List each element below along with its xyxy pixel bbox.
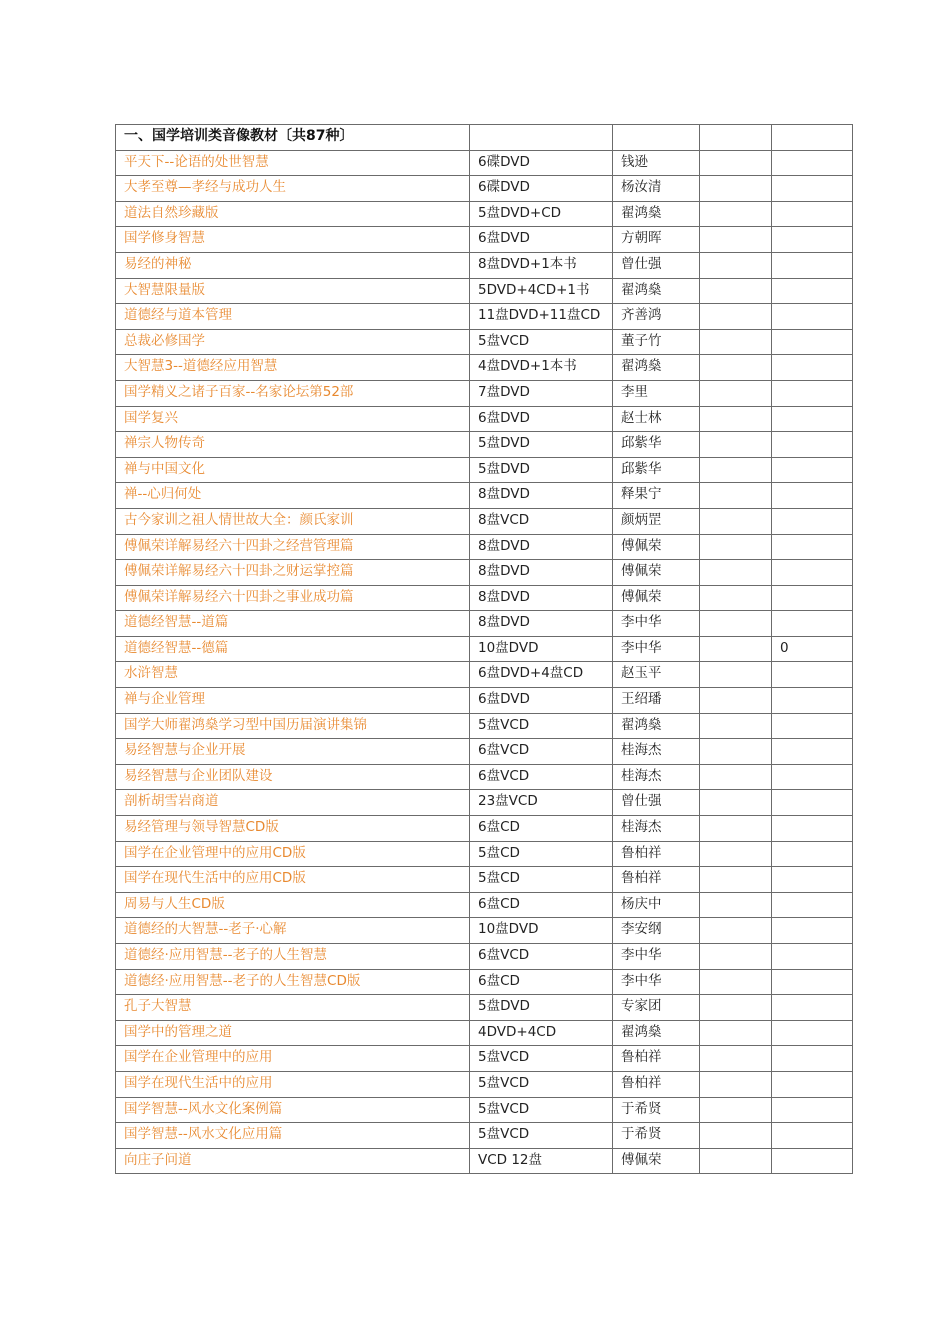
table-row <box>116 1123 853 1149</box>
item-empty <box>700 790 772 816</box>
item-media: 10盘DVD <box>470 636 613 662</box>
item-media: 6盘DVD <box>470 688 613 714</box>
item-author: 翟鸿燊 <box>613 713 700 739</box>
item-media: 5盘VCD <box>470 1097 613 1123</box>
item-media: 6碟DVD <box>470 176 613 202</box>
table-row <box>116 380 853 406</box>
item-empty <box>700 432 772 458</box>
item-media: 5盘DVD <box>470 457 613 483</box>
item-author: 赵士林 <box>613 406 700 432</box>
item-extra <box>772 176 853 202</box>
item-empty <box>700 1148 772 1174</box>
item-empty <box>700 1071 772 1097</box>
item-media: 6盘VCD <box>470 944 613 970</box>
item-extra <box>772 150 853 176</box>
item-extra <box>772 560 853 586</box>
item-extra <box>772 867 853 893</box>
item-empty <box>700 892 772 918</box>
item-empty <box>700 816 772 842</box>
item-author: 曾仕强 <box>613 252 700 278</box>
table-row <box>116 278 853 304</box>
item-media: 5盘DVD <box>470 432 613 458</box>
item-extra <box>772 201 853 227</box>
item-empty <box>700 867 772 893</box>
item-author: 李中华 <box>613 944 700 970</box>
item-empty <box>700 995 772 1021</box>
item-empty <box>700 636 772 662</box>
item-media: 8盘VCD <box>470 508 613 534</box>
item-media: 4盘DVD+1本书 <box>470 355 613 381</box>
table-row <box>116 176 853 202</box>
item-title: 国学智慧--风水文化案例篇 <box>116 1097 470 1123</box>
item-title: 易经智慧与企业开展 <box>116 739 470 765</box>
item-empty <box>700 969 772 995</box>
item-author: 杨汝清 <box>613 176 700 202</box>
item-title: 傅佩荣详解易经六十四卦之财运掌控篇 <box>116 560 470 586</box>
table-row <box>116 867 853 893</box>
section-header-row <box>116 125 853 151</box>
table-row <box>116 432 853 458</box>
item-title: 道德经·应用智慧--老子的人生智慧 <box>116 944 470 970</box>
table-row <box>116 688 853 714</box>
table-row <box>116 816 853 842</box>
item-author: 李中华 <box>613 969 700 995</box>
item-title: 国学智慧--风水文化应用篇 <box>116 1123 470 1149</box>
item-empty <box>700 483 772 509</box>
item-title: 道德经智慧--德篇 <box>116 636 470 662</box>
item-title: 总裁必修国学 <box>116 329 470 355</box>
item-author: 李里 <box>613 380 700 406</box>
item-title: 易经管理与领导智慧CD版 <box>116 816 470 842</box>
table-row <box>116 1071 853 1097</box>
item-title: 水浒智慧 <box>116 662 470 688</box>
item-extra <box>772 662 853 688</box>
item-author: 傅佩荣 <box>613 534 700 560</box>
item-extra <box>772 892 853 918</box>
item-extra <box>772 1046 853 1072</box>
item-author: 李中华 <box>613 611 700 637</box>
item-title: 平天下--论语的处世智慧 <box>116 150 470 176</box>
item-extra <box>772 995 853 1021</box>
item-empty <box>700 944 772 970</box>
item-title: 禅与企业管理 <box>116 688 470 714</box>
item-title: 禅--心归何处 <box>116 483 470 509</box>
item-author: 邱紫华 <box>613 457 700 483</box>
item-media: 6盘DVD <box>470 227 613 253</box>
item-author: 翟鸿燊 <box>613 278 700 304</box>
item-title: 禅宗人物传奇 <box>116 432 470 458</box>
item-author: 鲁柏祥 <box>613 841 700 867</box>
item-extra <box>772 534 853 560</box>
item-title: 国学在企业管理中的应用CD版 <box>116 841 470 867</box>
catalog-table <box>115 124 853 1174</box>
item-author: 赵玉平 <box>613 662 700 688</box>
item-author: 傅佩荣 <box>613 1148 700 1174</box>
item-empty <box>700 611 772 637</box>
item-media: 7盘DVD <box>470 380 613 406</box>
item-title: 剖析胡雪岩商道 <box>116 790 470 816</box>
item-empty <box>700 457 772 483</box>
table-row <box>116 483 853 509</box>
item-empty <box>700 329 772 355</box>
item-author: 翟鸿燊 <box>613 1020 700 1046</box>
item-author: 齐善鸿 <box>613 304 700 330</box>
item-title: 大智慧限量版 <box>116 278 470 304</box>
item-empty <box>700 1097 772 1123</box>
item-extra <box>772 252 853 278</box>
item-title: 国学中的管理之道 <box>116 1020 470 1046</box>
item-author: 桂海杰 <box>613 739 700 765</box>
item-title: 国学修身智慧 <box>116 227 470 253</box>
table-row <box>116 201 853 227</box>
item-empty <box>700 355 772 381</box>
item-media: 5盘DVD+CD <box>470 201 613 227</box>
table-row <box>116 252 853 278</box>
item-extra <box>772 1123 853 1149</box>
item-empty <box>700 560 772 586</box>
item-media: 8盘DVD+1本书 <box>470 252 613 278</box>
item-author: 专家团 <box>613 995 700 1021</box>
item-media: 6盘VCD <box>470 764 613 790</box>
item-media: 5盘VCD <box>470 1046 613 1072</box>
item-author: 鲁柏祥 <box>613 867 700 893</box>
item-extra <box>772 764 853 790</box>
table-row <box>116 892 853 918</box>
table-row <box>116 713 853 739</box>
item-title: 道德经智慧--道篇 <box>116 611 470 637</box>
item-author: 李中华 <box>613 636 700 662</box>
item-author: 钱逊 <box>613 150 700 176</box>
table-row <box>116 636 853 662</box>
item-title: 禅与中国文化 <box>116 457 470 483</box>
item-extra <box>772 790 853 816</box>
table-row <box>116 585 853 611</box>
item-media: 6盘DVD <box>470 406 613 432</box>
item-extra <box>772 841 853 867</box>
item-extra: 0 <box>772 636 853 662</box>
item-author: 傅佩荣 <box>613 585 700 611</box>
item-title: 国学在现代生活中的应用 <box>116 1071 470 1097</box>
table-row <box>116 841 853 867</box>
item-media: 6盘VCD <box>470 739 613 765</box>
table-row <box>116 995 853 1021</box>
section-header: 一、国学培训类音像教材〔共87种〕 <box>116 125 470 151</box>
item-title: 国学在企业管理中的应用 <box>116 1046 470 1072</box>
item-author: 颜炳罡 <box>613 508 700 534</box>
item-extra <box>772 483 853 509</box>
item-empty <box>700 406 772 432</box>
item-empty <box>700 1123 772 1149</box>
item-author: 翟鸿燊 <box>613 355 700 381</box>
table-row <box>116 944 853 970</box>
item-title: 易经的神秘 <box>116 252 470 278</box>
item-empty <box>700 278 772 304</box>
item-author: 翟鸿燊 <box>613 201 700 227</box>
item-title: 大智慧3--道德经应用智慧 <box>116 355 470 381</box>
table-row <box>116 790 853 816</box>
item-empty <box>700 713 772 739</box>
item-extra <box>772 432 853 458</box>
item-author: 桂海杰 <box>613 764 700 790</box>
item-empty <box>700 662 772 688</box>
item-media: 5盘VCD <box>470 1123 613 1149</box>
item-media: 5盘DVD <box>470 995 613 1021</box>
item-empty <box>700 508 772 534</box>
item-extra <box>772 585 853 611</box>
item-empty <box>700 150 772 176</box>
header-empty-cell <box>470 125 613 151</box>
item-empty <box>700 585 772 611</box>
item-empty <box>700 918 772 944</box>
table-row <box>116 534 853 560</box>
item-media: 5盘VCD <box>470 713 613 739</box>
item-author: 于希贤 <box>613 1123 700 1149</box>
table-row <box>116 739 853 765</box>
item-empty <box>700 201 772 227</box>
item-extra <box>772 406 853 432</box>
item-empty <box>700 739 772 765</box>
item-title: 道德经·应用智慧--老子的人生智慧CD版 <box>116 969 470 995</box>
item-author: 董子竹 <box>613 329 700 355</box>
item-media: 6盘CD <box>470 969 613 995</box>
table-row <box>116 150 853 176</box>
table-row <box>116 329 853 355</box>
item-title: 傅佩荣详解易经六十四卦之经营管理篇 <box>116 534 470 560</box>
table-row <box>116 560 853 586</box>
item-media: 5盘CD <box>470 841 613 867</box>
item-empty <box>700 304 772 330</box>
table-row <box>116 227 853 253</box>
table-row <box>116 1046 853 1072</box>
header-empty-cell <box>613 125 700 151</box>
table-row <box>116 764 853 790</box>
item-media: 5DVD+4CD+1书 <box>470 278 613 304</box>
item-media: 8盘DVD <box>470 534 613 560</box>
table-row <box>116 304 853 330</box>
item-media: 8盘DVD <box>470 483 613 509</box>
item-author: 傅佩荣 <box>613 560 700 586</box>
item-title: 向庄子问道 <box>116 1148 470 1174</box>
item-extra <box>772 944 853 970</box>
item-media: 5盘VCD <box>470 1071 613 1097</box>
item-media: 10盘DVD <box>470 918 613 944</box>
item-media: 8盘DVD <box>470 560 613 586</box>
item-media: 8盘DVD <box>470 585 613 611</box>
item-extra <box>772 816 853 842</box>
item-media: 6碟DVD <box>470 150 613 176</box>
item-extra <box>772 508 853 534</box>
item-media: VCD 12盘 <box>470 1148 613 1174</box>
item-empty <box>700 227 772 253</box>
item-title: 周易与人生CD版 <box>116 892 470 918</box>
item-empty <box>700 1020 772 1046</box>
item-empty <box>700 688 772 714</box>
item-title: 古今家训之祖人情世故大全：颜氏家训 <box>116 508 470 534</box>
item-author: 曾仕强 <box>613 790 700 816</box>
item-extra <box>772 329 853 355</box>
item-media: 4DVD+4CD <box>470 1020 613 1046</box>
item-extra <box>772 713 853 739</box>
item-extra <box>772 380 853 406</box>
header-empty-cell <box>772 125 853 151</box>
table-row <box>116 508 853 534</box>
table-row <box>116 1148 853 1174</box>
item-extra <box>772 918 853 944</box>
table-row <box>116 918 853 944</box>
item-extra <box>772 739 853 765</box>
item-author: 邱紫华 <box>613 432 700 458</box>
table-row <box>116 355 853 381</box>
item-extra <box>772 304 853 330</box>
item-media: 11盘DVD+11盘CD <box>470 304 613 330</box>
item-title: 道法自然珍藏版 <box>116 201 470 227</box>
item-extra <box>772 1097 853 1123</box>
item-title: 傅佩荣详解易经六十四卦之事业成功篇 <box>116 585 470 611</box>
header-empty-cell <box>700 125 772 151</box>
item-empty <box>700 176 772 202</box>
item-extra <box>772 278 853 304</box>
item-title: 孔子大智慧 <box>116 995 470 1021</box>
item-empty <box>700 764 772 790</box>
item-author: 释果宁 <box>613 483 700 509</box>
table-row <box>116 406 853 432</box>
item-author: 王绍璠 <box>613 688 700 714</box>
item-author: 杨庆中 <box>613 892 700 918</box>
item-title: 道德经的大智慧--老子·心解 <box>116 918 470 944</box>
item-empty <box>700 380 772 406</box>
item-extra <box>772 227 853 253</box>
item-title: 国学精义之诸子百家--名家论坛第52部 <box>116 380 470 406</box>
table-row <box>116 1020 853 1046</box>
item-extra <box>772 688 853 714</box>
table-row <box>116 611 853 637</box>
catalog-body <box>116 125 853 1174</box>
item-author: 于希贤 <box>613 1097 700 1123</box>
item-empty <box>700 841 772 867</box>
table-row <box>116 969 853 995</box>
table-row <box>116 662 853 688</box>
item-media: 5盘CD <box>470 867 613 893</box>
table-row <box>116 457 853 483</box>
item-extra <box>772 1071 853 1097</box>
item-media: 6盘CD <box>470 892 613 918</box>
table-row <box>116 1097 853 1123</box>
item-author: 桂海杰 <box>613 816 700 842</box>
item-media: 8盘DVD <box>470 611 613 637</box>
item-title: 国学在现代生活中的应用CD版 <box>116 867 470 893</box>
item-author: 鲁柏祥 <box>613 1046 700 1072</box>
item-title: 易经智慧与企业团队建设 <box>116 764 470 790</box>
item-title: 道德经与道本管理 <box>116 304 470 330</box>
item-media: 5盘VCD <box>470 329 613 355</box>
item-title: 大孝至尊—孝经与成功人生 <box>116 176 470 202</box>
item-extra <box>772 355 853 381</box>
item-empty <box>700 534 772 560</box>
item-media: 6盘DVD+4盘CD <box>470 662 613 688</box>
item-extra <box>772 1148 853 1174</box>
item-extra <box>772 1020 853 1046</box>
item-media: 6盘CD <box>470 816 613 842</box>
item-author: 李安纲 <box>613 918 700 944</box>
document-page <box>115 124 851 1174</box>
item-extra <box>772 611 853 637</box>
item-empty <box>700 252 772 278</box>
item-title: 国学大师翟鸿燊学习型中国历届演讲集锦 <box>116 713 470 739</box>
item-title: 国学复兴 <box>116 406 470 432</box>
item-media: 23盘VCD <box>470 790 613 816</box>
item-empty <box>700 1046 772 1072</box>
item-author: 方朝晖 <box>613 227 700 253</box>
item-extra <box>772 457 853 483</box>
item-author: 鲁柏祥 <box>613 1071 700 1097</box>
item-extra <box>772 969 853 995</box>
